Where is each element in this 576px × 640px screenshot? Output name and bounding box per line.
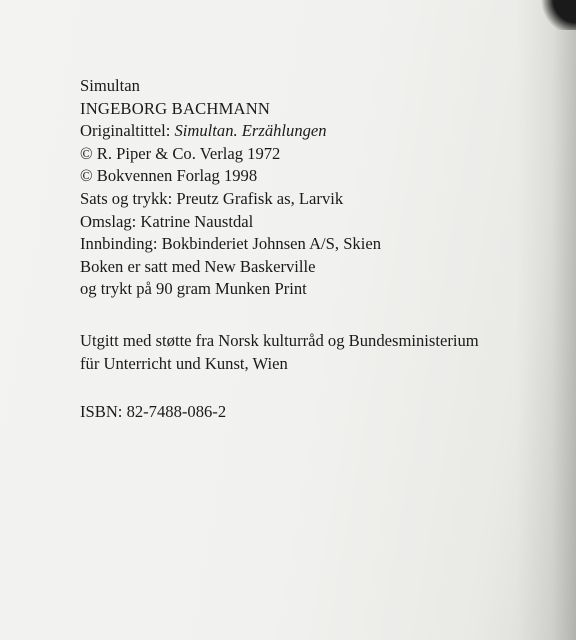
paper-line: og trykt på 90 gram Munken Print [80,279,307,299]
page-curl-shadow [516,0,576,640]
font-line: Boken er satt med New Baskerville [80,256,316,276]
original-title-line [80,120,381,143]
isbn-block [80,401,226,424]
isbn-line: ISBN: 82-7488-086-2 [80,402,227,421]
book-title: Simultan [80,76,140,95]
binding-line: Innbinding: Bokbinderiet Johnsen A/S, Skien [80,234,381,254]
original-title-value: Simultan. Erzählungen [174,121,327,141]
support-line-2: für Unterricht und Kunst, Wien [80,353,288,373]
support-line-1: Utgitt med støtte fra Norsk kulturråd og Bundesministerium [80,331,479,350]
copyright-line-2: © Bokvennen Forlag 1998 [80,166,258,186]
original-title-label: Originaltittel: [80,121,175,141]
typesetting-line: Sats og trykk: Preutz Grafisk as, Larvik [80,188,344,208]
author-name: INGEBORG BACHMANN [80,98,271,118]
cover-line: Omslag: Katrine Naustdal [80,211,254,231]
support-block [80,330,479,375]
copyright-line-1: © R. Piper & Co. Verlag 1972 [80,143,281,163]
page-corner [536,0,576,30]
colophon-block [80,75,381,301]
